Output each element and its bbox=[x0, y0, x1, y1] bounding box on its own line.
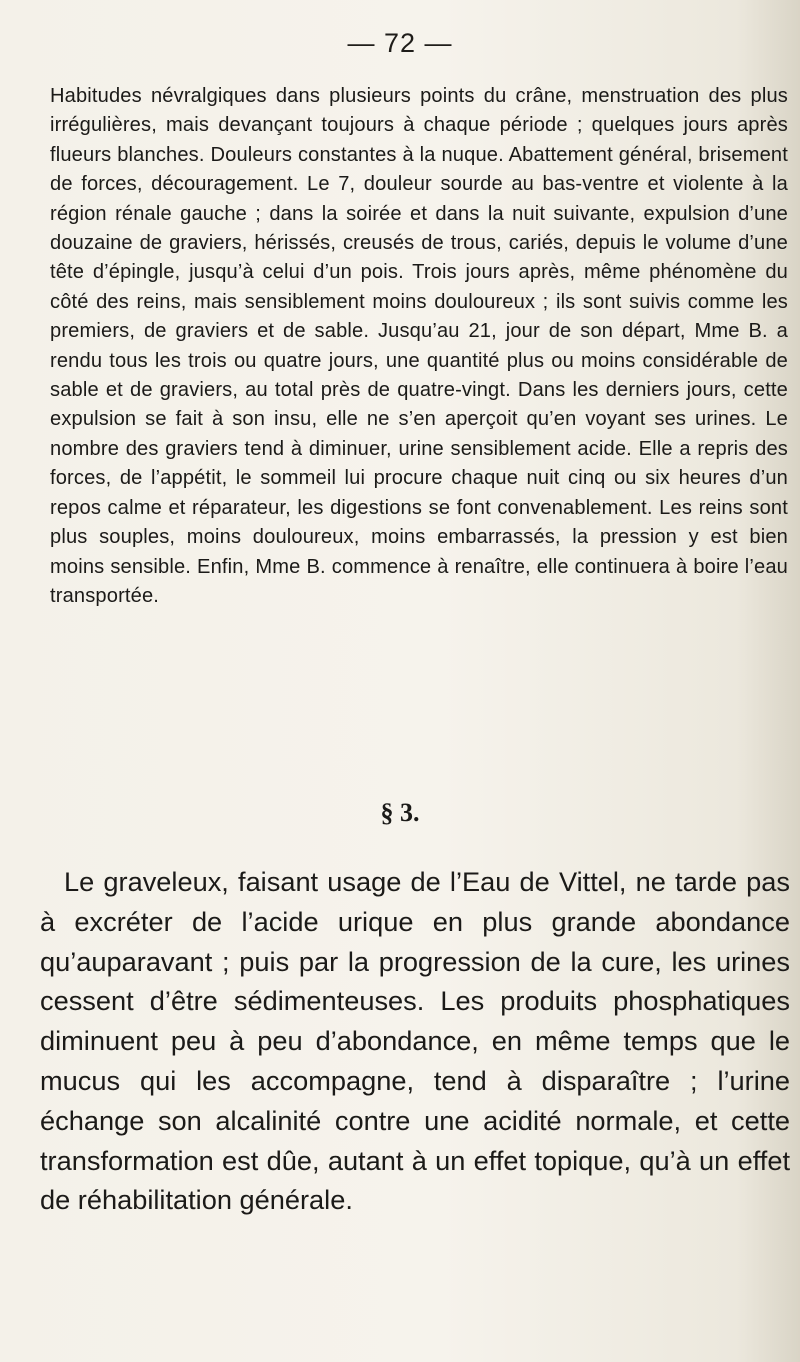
section-heading: § 3. bbox=[380, 798, 420, 827]
body-paragraph-case-report: Habitudes névralgiques dans plusieurs points du crâne, menstruation des plus irrégulières, mais devançant toujours à chaque période ; quelques jours après flueurs blanches. Douleurs constantes à la nuque. Abattement général, brisement de forces, découragement. Le 7, douleur sourde au bas-ventre et violente à la région rénale gauche ; dans la soirée et dans la nuit suivante, expulsion d’une douzaine de graviers, hérissés, creusés de trous, cariés, depuis le volume d’une tête d’épingle, jusqu’à celui d’un pois. Trois jours après, même phénomène du côté des reins, mais sensiblement moins douloureux ; ils sont suivis comme les premiers, de graviers et de sable. Jusqu’au 21, jour de son départ, Mme B. a rendu tous les trois ou quatre jours, une quantité plus ou moins considérable de sable et de graviers, au total près de quatre-vingt. Dans les derniers jours, cette expulsion se fait à son insu, elle ne s’en aperçoit qu’en voyant ses urines. Le nombre des graviers tend à diminuer, urine sensiblement acide. Elle a repris des forces, de l’appétit, le sommeil lui procure chaque nuit cinq ou six heures d’un repos calme et réparateur, les digestions se font convenablement. Les reins sont plus souples, moins douloureux, moins embarrassés, la pression y est bien moins sensible. Enfin, Mme B. commence à renaître, elle continuera à boire l’eau transportée. bbox=[50, 85, 788, 607]
body-paragraph-section-3: Le graveleux, faisant usage de l’Eau de Vittel, ne tarde pas à excréter de l’acide urique en plus grande abondance qu’auparavant ; puis par la progression de la cure, les urines cessent d’être sédimenteuses. Les produits phosphatiques diminuent peu à peu d’abondance, en même temps que le mucus qui les accompagne, tend à disparaître ; l’urine échange son alcalinité contre une acidité normale, et cette transformation est dûe, autant à un effet topique, qu’à un effet de réhabilitation générale. bbox=[40, 866, 790, 1216]
page-number: — 72 — bbox=[347, 28, 453, 58]
